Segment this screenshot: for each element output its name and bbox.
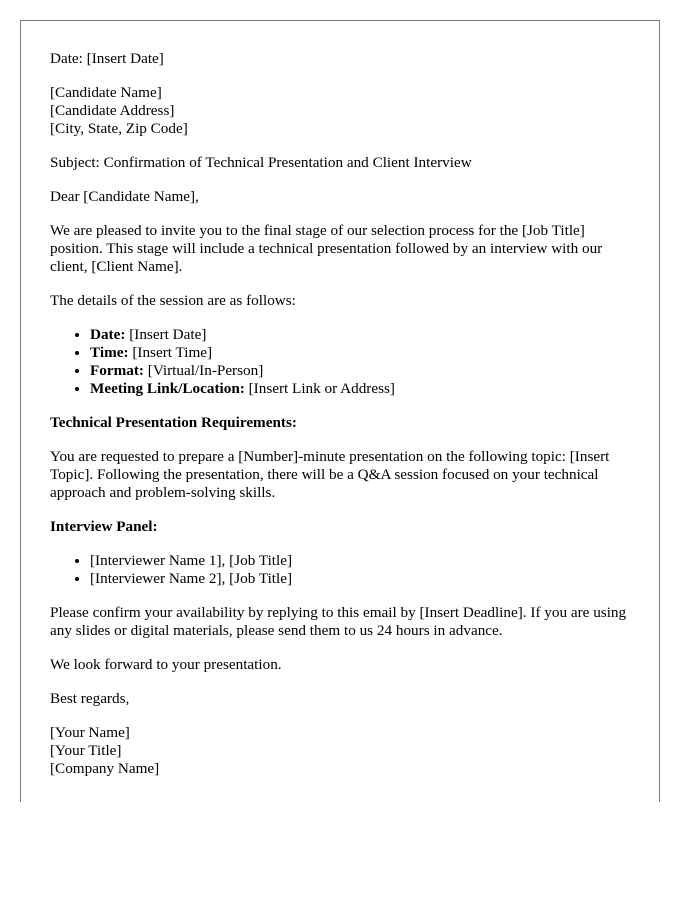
- recipient-city-line: [City, State, Zip Code]: [50, 120, 188, 137]
- salutation: Dear [Candidate Name],: [50, 188, 199, 205]
- subject-line: Subject: Confirmation of Technical Presentation and Client Interview: [50, 154, 472, 171]
- details-item-location: [90, 380, 631, 398]
- signature-block: [50, 724, 631, 778]
- details-item-time: [90, 344, 631, 362]
- letter-page: [20, 20, 660, 802]
- tech-requirements-body: You are requested to prepare a [Number]-minute presentation on the following topic: [Insert Topic]. Following the presentation, there will be a Q&A session focused on your technical approach and problem-solving skills.: [50, 448, 610, 501]
- signoff: Best regards,: [50, 690, 130, 707]
- panel-member: • [Interviewer Name 2], [Job Title]: [90, 570, 631, 588]
- signature-title: [Your Title]: [50, 742, 122, 759]
- details-label: Date:: [90, 326, 126, 343]
- details-value: [Insert Link or Address]: [244, 380, 395, 397]
- date-line: Date: [Insert Date]: [50, 50, 164, 67]
- recipient-name: [Candidate Name]: [50, 84, 162, 101]
- signature-name: [Your Name]: [50, 724, 130, 741]
- signature-company: [Company Name]: [50, 760, 160, 777]
- details-item-format: [90, 362, 631, 380]
- intro-paragraph: We are pleased to invite you to the final stage of our selection process for the [Job Title] position. This stage will include a technical presentation followed by an interview with our client, [Client Name].: [50, 222, 603, 275]
- recipient-address-block: [50, 84, 631, 138]
- details-label: Format:: [90, 362, 144, 379]
- details-list: [50, 326, 631, 398]
- confirm-paragraph: Please confirm your availability by replying to this email by [Insert Deadline]. If you are using any slides or digital materials, please send them to us 24 hours in advance.: [50, 604, 627, 639]
- details-value: [Insert Time]: [128, 344, 213, 361]
- details-value: [Insert Date]: [125, 326, 207, 343]
- interview-panel-list: [50, 552, 631, 588]
- details-label: Meeting Link/Location:: [90, 380, 245, 397]
- recipient-address: [Candidate Address]: [50, 102, 175, 119]
- tech-requirements-heading: Technical Presentation Requirements:: [50, 414, 297, 431]
- details-label: Time:: [90, 344, 129, 361]
- panel-member: • [Interviewer Name 1], [Job Title]: [90, 552, 631, 570]
- closing-line: We look forward to your presentation.: [50, 656, 282, 673]
- details-intro: The details of the session are as follows:: [50, 292, 296, 309]
- details-item-date: [90, 326, 631, 344]
- interview-panel-heading: Interview Panel:: [50, 518, 158, 535]
- details-value: [Virtual/In-Person]: [143, 362, 264, 379]
